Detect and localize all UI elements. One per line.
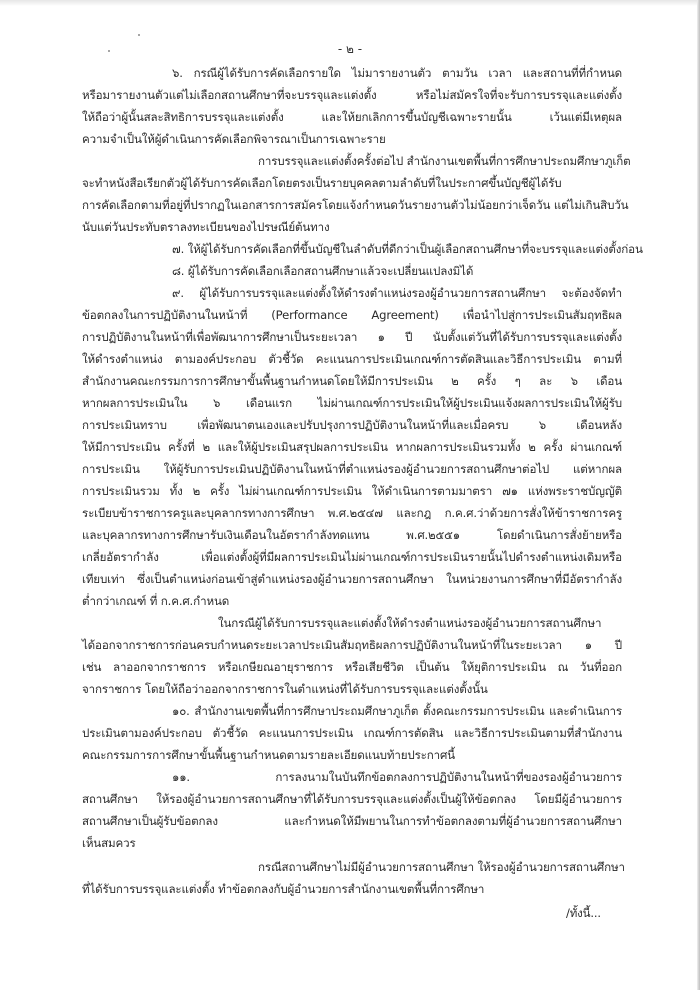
text-line: กรณีสถานศึกษาไม่มีผู้อำนวยการสถานศึกษา ให้รองผู้อำนวยการสถานศึกษา [258,860,625,874]
text-line: คณะกรรมการการศึกษาขั้นพื้นฐานกำหนดตามรายละเอียดแนบท้ายประกาศนี้ [82,748,455,762]
text-line: เห็นสมควร [82,836,136,850]
text-line: ๑๑. การลงนามในบันทึกข้อตกลงการปฏิบัติงานในหน้าที่ของรองผู้อำนวยการ [172,770,622,784]
text-line: นับแต่วันประทับตราลงทะเบียนของไปรษณีย์ต้นทาง [82,220,330,234]
text-line: หรือมารายงานตัวแต่ไม่เลือกสถานศึกษาที่จะบรรจุและแต่งตั้ง หรือไม่สมัครใจที่จะรับการบรรจุและแต่งตั้ง [82,88,622,102]
page-number: - ๒ - [337,42,363,56]
text-line: จากราชการ โดยให้ถือว่าออกจากราชการในตำแหน่งที่ได้รับการบรรจุและแต่งตั้งนั้น [82,682,488,696]
text-line: สถานศึกษา ให้รองผู้อำนวยการสถานศึกษาที่ได้รับการบรรจุและแต่งตั้งเป็นผู้ให้ข้อตกลง โดยมีผู้อำนวยการ [82,792,622,806]
text-line: การบรรจุและแต่งตั้งครั้งต่อไป สำนักงานเขตพื้นที่การศึกษาประถมศึกษาภูเก็ต [258,154,631,168]
text-line: ข้อตกลงในการปฏิบัติงานในหน้าที่ (Performance Agreement) เพื่อนำไปสู่การประเมินสัมฤทธิผล [82,308,622,322]
text-line: ที่ได้รับการบรรจุและแต่งตั้ง ทำข้อตกลงกับผู้อำนวยการสำนักงานเขตพื้นที่การศึกษา [82,882,485,896]
text-line: สำนักงานคณะกรรมการการศึกษาขั้นพื้นฐานกำหนดโดยให้มีการประเมิน ๒ ครั้ง ๆ ละ ๖ เดือน [82,374,622,388]
text-line: ๖. กรณีผู้ได้รับการคัดเลือกรายใด ไม่มารายงานตัว ตามวัน เวลา และสถานที่ที่กำหนด [172,66,622,80]
text-line: ระเบียบข้าราชการครูและบุคลากรทางการศึกษา พ.ศ.๒๕๔๗ และกฎ ก.ค.ศ.ว่าด้วยการสั่งให้ข้าราชการครู [82,506,622,520]
text-line: และบุคลากรทางการศึกษารับเงินเดือนในอัตรากำลังทดแทน พ.ศ.๒๕๕๑ โดยดำเนินการสั่งย้ายหรือ [82,528,622,542]
text-line: ให้มีการประเมิน ครั้งที่ ๒ และให้ผู้ประเมินสรุปผลการประเมิน หากผลการประเมินรวมทั้ง ๒ ครั้ง ผ่านเกณฑ์ [82,440,622,454]
text-line: สถานศึกษาเป็นผู้รับข้อตกลง และกำหนดให้มีพยานในการทำข้อตกลงตามที่ผู้อำนวยการสถานศึกษา [82,814,622,828]
text-line: การประเมินรวม ทั้ง ๒ ครั้ง ไม่ผ่านเกณฑ์การประเมิน ให้ดำเนินการตามมาตรา ๗๑ แห่งพระราชบัญญัติ [82,484,622,498]
scan-speck [138,34,140,36]
text-line: การปฏิบัติงานในหน้าที่เพื่อพัฒนาการศึกษาเป็นระยะเวลา ๑ ปี นับตั้งแต่วันที่ได้รับการบรรจุและแต่งตั้ง [82,330,622,344]
scan-top-edge [0,0,700,6]
text-line: เทียบเท่า ซึ่งเป็นตำแหน่งก่อนเข้าสู่ตำแหน่งรองผู้อำนวยการสถานศึกษา ในหน่วยงานการศึกษาที่มีอัตรากำลัง [82,572,622,586]
text-line: ให้ดำรงตำแหน่ง ตามองค์ประกอบ ตัวชี้วัด คะแนนการประเมินเกณฑ์การตัดสินและวิธีการประเมิน ตามที่ [82,352,622,366]
text-line: จะทำหนังสือเรียกตัวผู้ได้รับการคัดเลือกโดยตรงเป็นรายบุคคลตามลำดับที่ในประกาศขึ้นบัญชีผู้ได้รับ [82,176,562,190]
continuation-marker: /ทั้งนี้... [566,906,601,920]
text-line: ให้ถือว่าผู้นั้นสละสิทธิการบรรจุและแต่งตั้ง และให้ยกเลิกการขึ้นบัญชีเฉพาะรายนั้น เว้นแต่มีเหตุผล [82,110,622,124]
text-line: ต่ำกว่าเกณฑ์ ที่ ก.ค.ศ.กำหนด [82,594,230,608]
text-line: ๙. ผู้ได้รับการบรรจุและแต่งตั้งให้ดำรงตำแหน่งรองผู้อำนวยการสถานศึกษา จะต้องจัดทำ [172,286,622,300]
text-line: การประเมินทราบ เพื่อพัฒนาตนเองและปรับปรุงการปฏิบัติงานในหน้าที่และเมื่อครบ ๖ เดือนหลัง [82,418,622,432]
text-line: ความจำเป็นให้ผู้ดำเนินการคัดเลือกพิจารณาเป็นการเฉพาะราย [82,132,386,146]
text-line: ในกรณีผู้ได้รับการบรรจุและแต่งตั้งให้ดำรงตำแหน่งรองผู้อำนวยการสถานศึกษา [218,616,602,630]
text-line: เกลี่ยอัตรากำลัง เพื่อแต่งตั้งผู้ที่มีผลการประเมินไม่ผ่านเกณฑ์การประเมินรายนั้นไปดำรงตำแหน่งเดิมหรือ [82,550,622,564]
text-line: ๑๐. สำนักงานเขตพื้นที่การศึกษาประถมศึกษาภูเก็ต ตั้งคณะกรรมการประเมิน และดำเนินการ [172,704,622,718]
text-line: ๗. ให้ผู้ได้รับการคัดเลือกที่ขึ้นบัญชีในลำดับที่ดีกว่าเป็นผู้เลือกสถานศึกษาที่จะบรรจุและแต่งตั้งก่อน [172,242,643,256]
text-line: เช่น ลาออกจากราชการ หรือเกษียณอายุราชการ หรือเสียชีวิต เป็นต้น ให้ยุติการประเมิน ณ วันที่ออก [82,660,622,674]
text-line: ได้ออกจากราชการก่อนครบกำหนดระยะเวลาประเมินสัมฤทธิผลการปฏิบัติงานในหน้าที่ในระยะเวลา ๑ ปี [82,638,622,652]
text-line: การประเมิน ให้ผู้รับการประเมินปฏิบัติงานในหน้าที่ตำแหน่งรองผู้อำนวยการสถานศึกษาต่อไป แต่หากผล [82,462,622,476]
text-line: การคัดเลือกตามที่อยู่ที่ปรากฏในเอกสารการสมัครโดยแจ้งกำหนดวันรายงานตัวไม่น้อยกว่าเจ็ดวัน แต่ไม่เกินสิบวัน [82,198,629,212]
text-line: หากผลการประเมินใน ๖ เดือนแรก ไม่ผ่านเกณฑ์การประเมินให้ผู้ประเมินแจ้งผลการประเมินให้ผู้รับ [82,396,622,410]
text-line: ประเมินตามองค์ประกอบ ตัวชี้วัด คะแนนการประเมิน เกณฑ์การตัดสิน และวิธีการประเมินตามที่สำนักงาน [82,726,622,740]
text-line: ๘. ผู้ได้รับการคัดเลือกเลือกสถานศึกษาแล้วจะเปลี่ยนแปลงมิได้ [172,264,474,278]
